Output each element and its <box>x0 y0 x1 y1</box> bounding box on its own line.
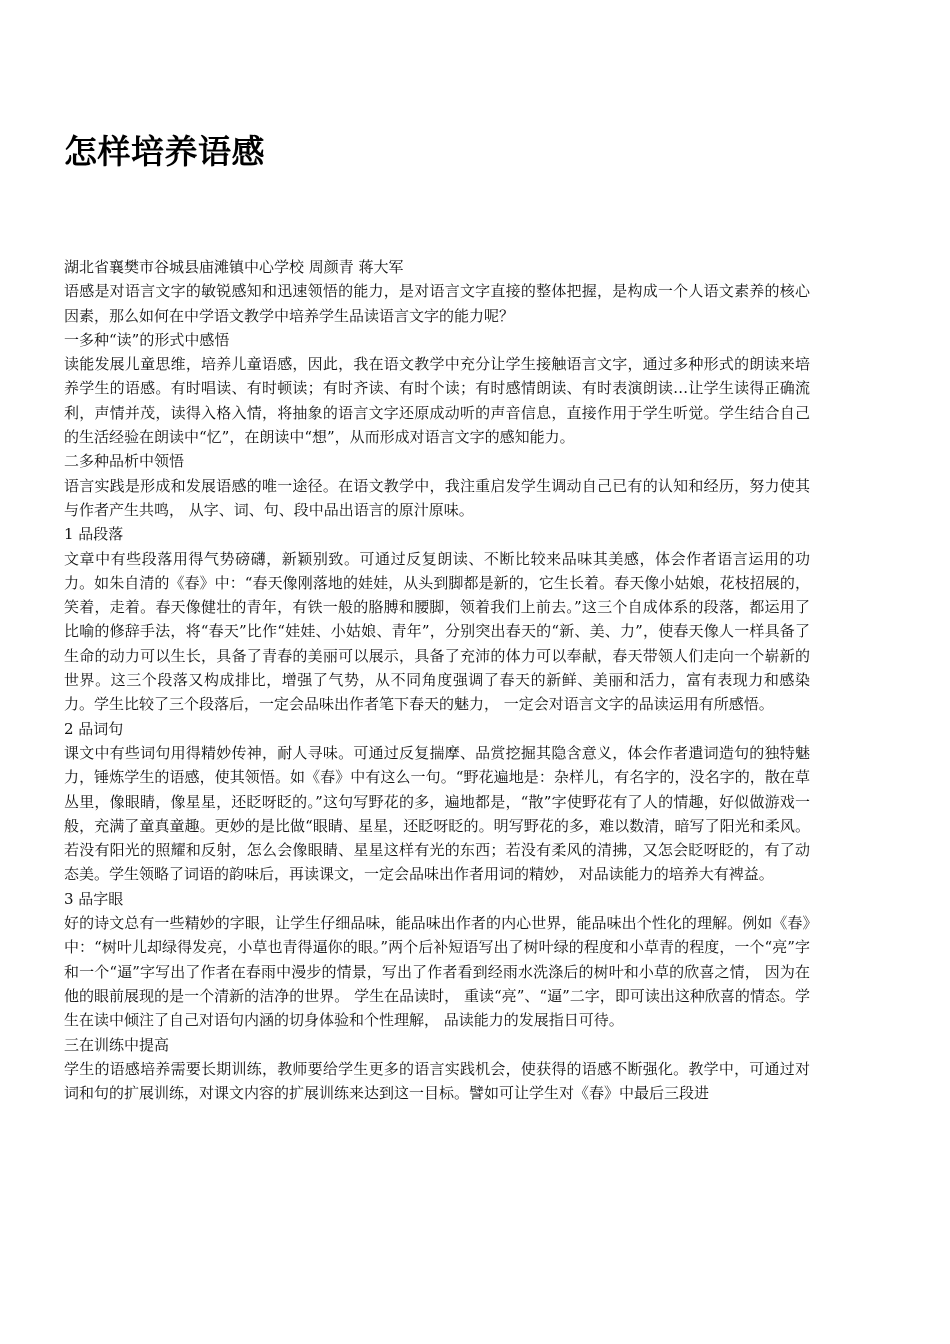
section-1-paragraph: 读能发展儿童思维，培养儿童语感，因此，我在语文教学中充分让学生接触语言文字，通过多种形式的朗读来培养学生的语感。有时唱读、有时顿读；有时齐读、有时个读；有时感情朗读、有时表演朗读…让学生读得正确流利，声情并茂，读得入格入情，将抽象的语言文字还原成动听的声音信息，直接作用于学生听觉。学生结合自己的生活经验在朗读中“忆”，在朗读中“想”，从而形成对语言文字的感知能力。 <box>64 355 810 447</box>
subsection-heading-1: 1 品段落 <box>64 525 124 544</box>
section-3-paragraph: 学生的语感培养需要长期训练，教师要给学生更多的语言实践机会，使获得的语感不断强化。教学中，可通过对词和句的扩展训练，对课文内容的扩展训练来达到这一目标。譬如可让学生对《春》中最后三段进 <box>64 1059 810 1103</box>
subsection-heading-3: 3 品字眼 <box>64 889 124 908</box>
document-title: 怎样培养语感 <box>64 132 265 171</box>
subsection-1-paragraph: 文章中有些段落用得气势磅礴，新颖别致。可通过反复朗读、不断比较来品味其美感，体会作者语言运用的功力。如朱自清的《春》中：“春天像刚落地的娃娃，从头到脚都是新的，它生长着。春天像小姑娘，花枝招展的，笑着，走着。春天像健壮的青年，有铁一般的胳膊和腰脚，领着我们上前去。”这三个自成体系的段落，都运用了比喻的修辞手法，将“春天”比作“娃娃、小姑娘、青年”，分别突出春天的“新、美、力”，使春天像人一样具备了生命的动力可以生长，具备了青春的美丽可以展示，具备了充沛的体力可以奉献，春天带领人们走向一个崭新的世界。这三个段落又构成排比，增强了气势，从不同角度强调了春天的新鲜、美丽和活力，富有表现力和感染力。学生比较了三个段落后，一定会品味出作者笔下春天的魅力， 一定会对语言文字的品读运用有所感悟。 <box>64 549 810 714</box>
author-line: 湖北省襄樊市谷城县庙滩镇中心学校 周颜青 蒋大军 <box>64 258 404 276</box>
section-heading-3: 三在训练中提高 <box>64 1035 170 1054</box>
document-body <box>64 255 810 1105</box>
subsection-heading-2: 2 品词句 <box>64 719 124 738</box>
subsection-2-paragraph: 课文中有些词句用得精妙传神，耐人寻味。可通过反复揣摩、品赏挖掘其隐含意义，体会作者遣词造句的独特魅力，锤炼学生的语感，使其领悟。如《春》中有这么一句。“野花遍地是：杂样儿，有名字的，没名字的，散在草丛里，像眼睛，像星星，还眨呀眨的。”这句写野花的多，遍地都是，“散”字使野花有了人的情趣，好似做游戏一般，充满了童真童趣。更妙的是比做“眼睛、星星，还眨呀眨的。明写野花的多，难以数清，暗写了阳光和柔风。若没有阳光的照耀和反射，怎么会像眼睛、星星这样有光的东西；若没有柔风的清拂，又怎会眨呀眨的，有了动态美。学生领略了词语的韵味后，再读课文，一定会品味出作者用词的精妙， 对品读能力的培养大有裨益。 <box>64 743 810 884</box>
section-heading-1: 一多种“读”的形式中感悟 <box>64 330 230 349</box>
subsection-3-paragraph: 好的诗文总有一些精妙的字眼，让学生仔细品味，能品味出作者的内心世界，能品味出个性化的理解。例如《春》中：“树叶儿却绿得发亮，小草也青得逼你的眼。”两个后补短语写出了树叶绿的程度和小草青的程度，一个“亮”字和一个“逼”字写出了作者在春雨中漫步的情景，写出了作者看到经雨水洗涤后的树叶和小草的欣喜之情， 因为在他的眼前展现的是一个清新的洁净的世界。 学生在品读时， 重读“亮”、“逼”二字，即可读出这种欣喜的情态。学生在读中倾注了自己对语句内涵的切身体验和个性理解， 品读能力的发展指日可待。 <box>64 914 810 1030</box>
section-2-paragraph: 语言实践是形成和发展语感的唯一途径。在语文教学中，我注重启发学生调动自己已有的认知和经历，努力使其与作者产生共鸣， 从字、词、句、段中品出语言的原汁原味。 <box>64 476 810 519</box>
section-heading-2: 二多种品析中领悟 <box>64 452 185 471</box>
intro-paragraph: 语感是对语言文字的敏锐感知和迅速领悟的能力，是对语言文字直接的整体把握，是构成一个人语文素养的核心因素，那么如何在中学语文教学中培养学生品读语言文字的能力呢？ <box>64 282 810 325</box>
